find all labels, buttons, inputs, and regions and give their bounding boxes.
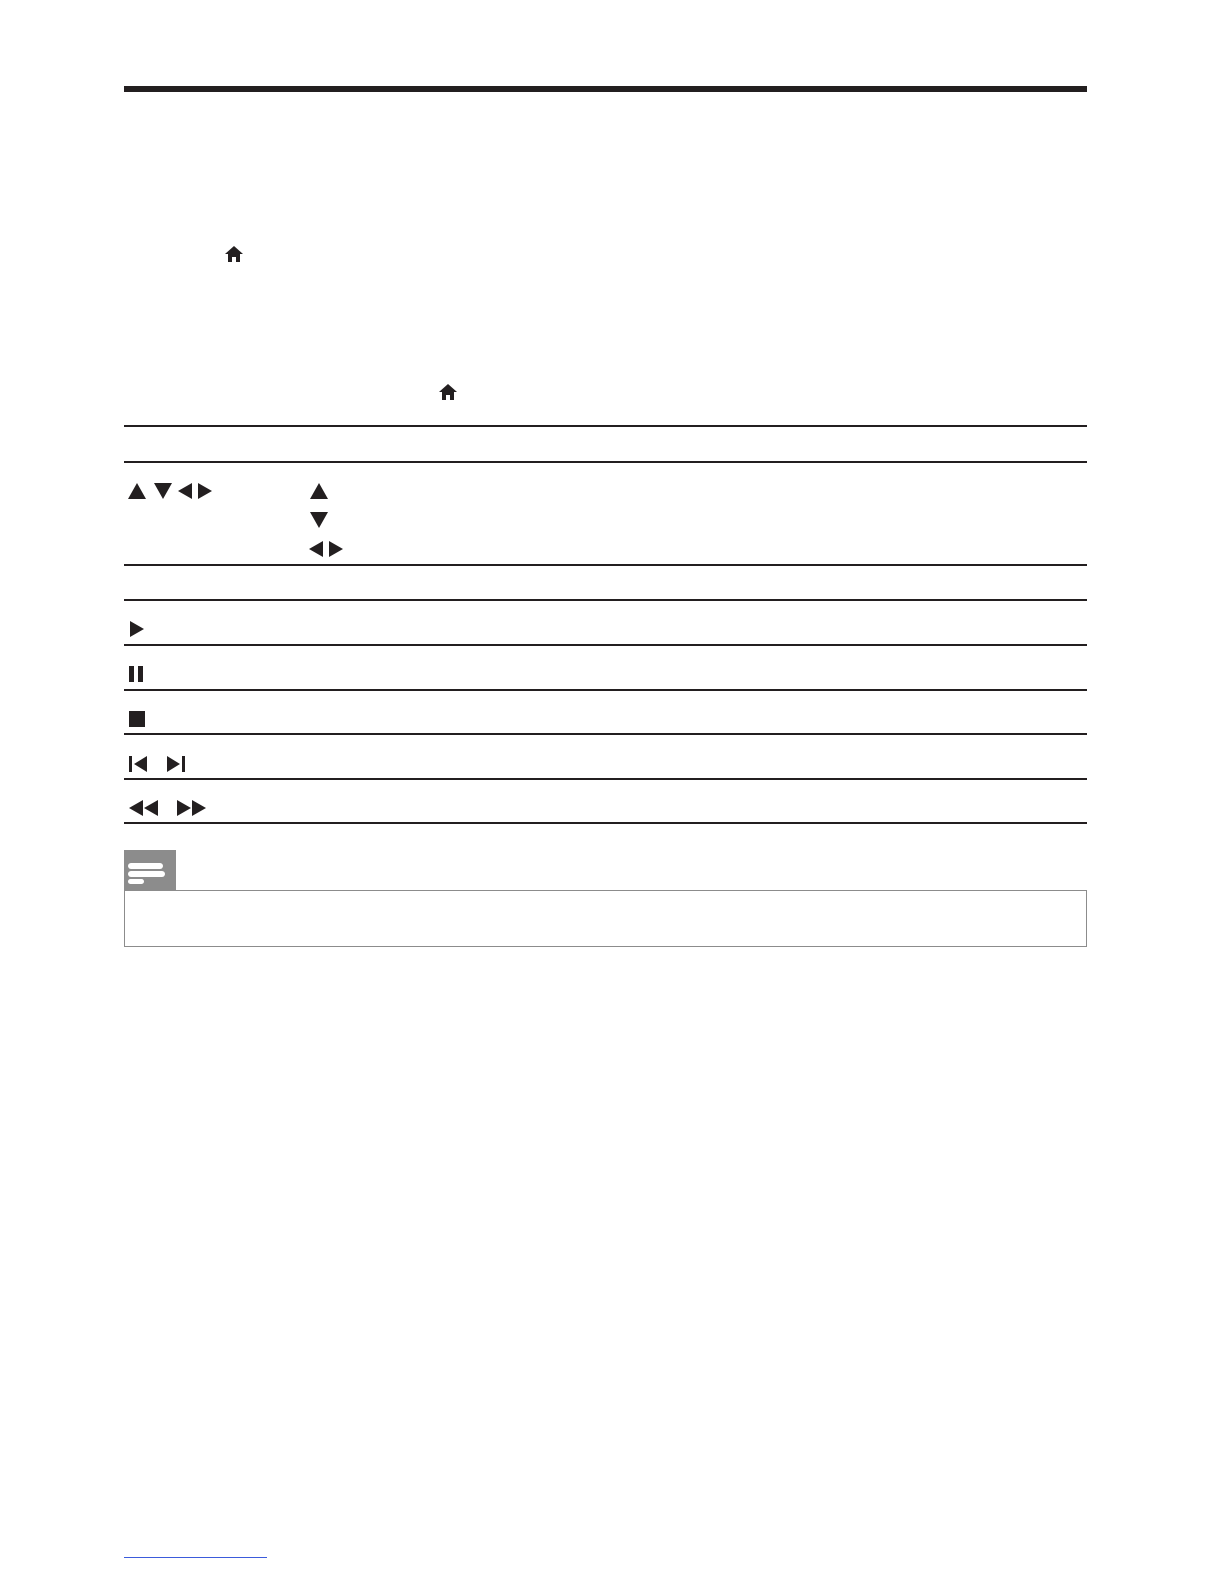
table-rule (124, 564, 1087, 566)
triangle-left-right-icon (308, 540, 346, 558)
play-icon (128, 620, 146, 638)
triangle-down-icon (154, 483, 172, 499)
footer-link-underline (124, 1557, 267, 1558)
header-rule (124, 86, 1087, 92)
home-icon (224, 245, 244, 263)
triangle-left-icon (309, 541, 323, 557)
table-rule (124, 599, 1087, 601)
triangle-up-icon (128, 483, 146, 499)
table-rule (124, 778, 1087, 780)
skip-previous-icon (129, 756, 147, 772)
triangle-right-icon (329, 541, 343, 557)
note-icon (124, 850, 176, 890)
seek-buttons-icon (127, 799, 209, 817)
skip-buttons-icon (127, 755, 189, 773)
triangle-right-icon (198, 483, 212, 499)
triangle-down-icon (309, 511, 329, 529)
table-rule (124, 461, 1087, 463)
home-icon (438, 383, 458, 401)
fast-forward-icon (177, 800, 206, 816)
table-rule (124, 822, 1087, 824)
table-rule (124, 644, 1087, 646)
table-rule (124, 689, 1087, 691)
note-box (124, 890, 1087, 947)
stop-icon (128, 710, 146, 728)
rewind-icon (129, 800, 158, 816)
table-rule (124, 733, 1087, 735)
triangle-up-icon (309, 482, 329, 500)
skip-next-icon (167, 756, 185, 772)
triangle-left-icon (178, 483, 192, 499)
pause-icon (128, 665, 146, 683)
table-rule (124, 425, 1087, 427)
note-tab (124, 850, 176, 890)
navigation-buttons-icon (127, 482, 217, 500)
